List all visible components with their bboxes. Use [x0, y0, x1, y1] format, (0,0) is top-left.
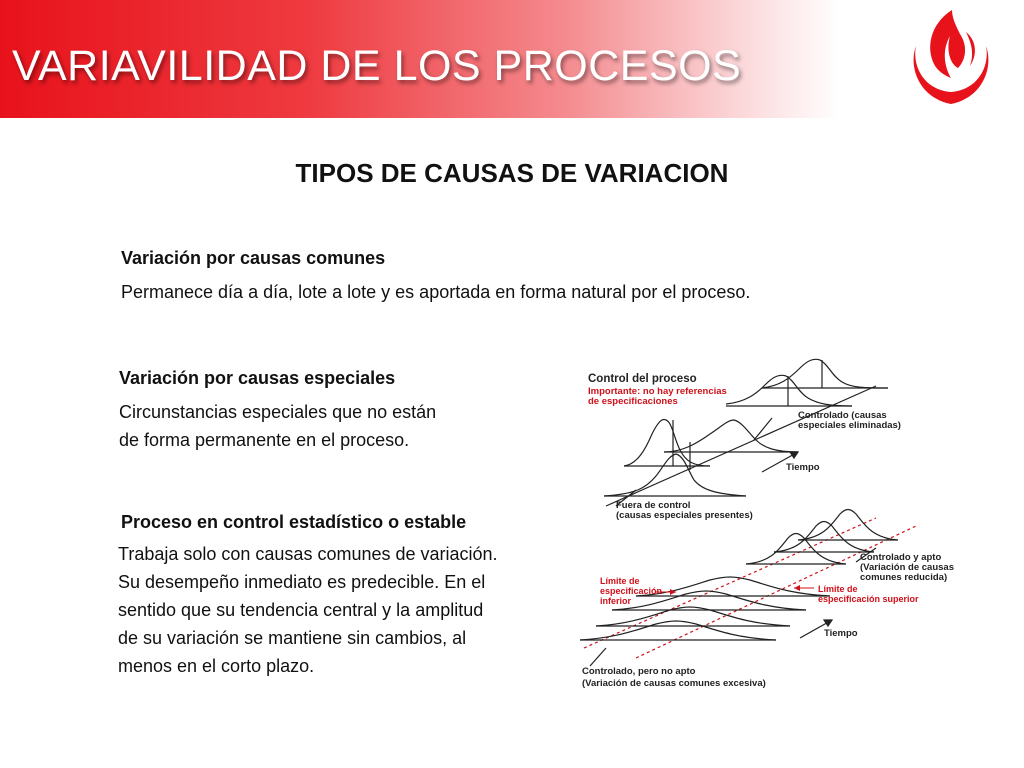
especiales-text	[119, 398, 436, 454]
bottom-curve-notfit-1	[580, 621, 776, 640]
bottom-time-label: Tiempo	[824, 628, 858, 639]
top-out-label: Fuera de control	[616, 500, 691, 511]
estable-line: Su desempeño inmediato es predecible. En el	[118, 572, 486, 592]
estable-title: Proceso en control estadístico o estable	[121, 512, 467, 532]
lower-spec-label: especificación	[600, 586, 663, 596]
bottom-fit-label: Controlado y apto	[860, 552, 942, 563]
lower-spec-label: inferior	[600, 596, 632, 606]
top-curve-out-3	[664, 420, 798, 452]
slide-title: VARIAVILIDAD DE LOS PROCESOS	[12, 42, 742, 90]
top-out-label: (causas especiales presentes)	[616, 510, 753, 521]
section-subtitle: TIPOS DE CAUSAS DE VARIACION	[295, 158, 729, 188]
process-control-diagram	[576, 348, 976, 700]
lower-spec-label: Límite de	[600, 576, 640, 586]
top-controlled-label: Controlado (causas	[798, 410, 887, 421]
upper-spec-label: especificación superior	[818, 594, 919, 604]
especiales-line: Circunstancias especiales que no están	[119, 402, 437, 422]
top-time-label: Tiempo	[786, 462, 820, 473]
especiales-title: Variación por causas especiales	[119, 368, 396, 388]
estable-line: Trabaja solo con causas comunes de variación.	[118, 544, 498, 564]
top-curve-ctrl-2	[762, 359, 888, 388]
estable-line: de su variación se mantiene sin cambios, al	[118, 628, 467, 648]
top-diagram-note: Importante: no hay referencias	[588, 386, 727, 397]
estable-text	[118, 540, 498, 680]
estable-line: menos en el corto plazo.	[118, 656, 315, 676]
top-curve-ctrl-1	[726, 375, 852, 406]
bottom-fit-label: comunes reducida)	[860, 572, 948, 583]
comunes-title: Variación por causas comunes	[121, 248, 386, 268]
upper-spec-line	[636, 526, 916, 658]
bottom-curve-fit-3	[798, 510, 898, 541]
bottom-fit-label: (Variación de causas	[860, 562, 954, 573]
upc-logo-icon	[904, 6, 998, 112]
bottom-notfit-label: (Variación de causas comunes excesiva)	[582, 678, 766, 689]
estable-line: sentido que su tendencia central y la amplitud	[118, 600, 484, 620]
especiales-line: de forma permanente en el proceso.	[119, 430, 410, 450]
bottom-notfit-label: Controlado, pero no apto	[582, 666, 696, 677]
top-diagram-note: de especificaciones	[588, 396, 678, 407]
upper-spec-label: Límite de	[818, 584, 858, 594]
top-diagram-title: Control del proceso	[588, 373, 697, 385]
top-controlled-label: especiales eliminadas)	[798, 420, 901, 431]
slide-header	[0, 0, 1024, 118]
comunes-text: Permanece día a día, lote a lote y es aportada en forma natural por el proceso.	[121, 282, 751, 302]
